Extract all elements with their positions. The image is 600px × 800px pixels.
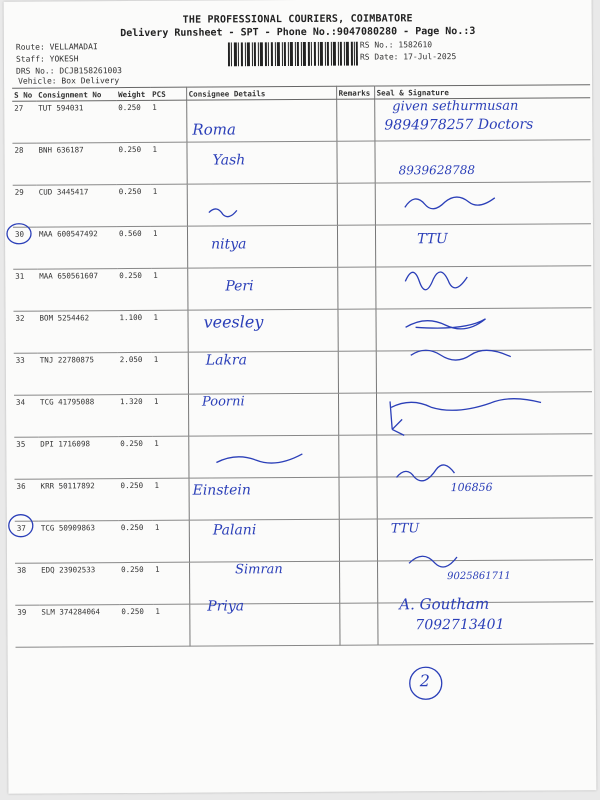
consignee-hw-38: Simran xyxy=(235,562,283,578)
table-row xyxy=(13,182,591,228)
table-row xyxy=(15,560,593,606)
sig-hw-37: TTU xyxy=(390,521,420,537)
cell-remarks xyxy=(336,141,374,183)
cell-weight: 1.320 xyxy=(118,394,152,436)
cell-remarks xyxy=(337,309,375,351)
col-sno: S No xyxy=(12,88,36,101)
cell-sno: 39 xyxy=(15,605,39,647)
cell-weight: 0.250 xyxy=(116,100,150,142)
table-row xyxy=(15,476,593,522)
route-label: Route: VELLAMADAI xyxy=(15,42,98,52)
consignee-hw-37: Palani xyxy=(212,522,257,539)
cell-weight: 2.050 xyxy=(118,352,152,394)
col-signature: Seal & Signature xyxy=(374,85,590,99)
cell-pcs: 1 xyxy=(152,352,188,394)
runsheet-page xyxy=(4,0,597,794)
cell-signature xyxy=(375,266,591,309)
cell-remarks xyxy=(338,435,376,477)
sig-hw-39: A. Goutham xyxy=(399,594,490,614)
cell-weight: 0.250 xyxy=(116,142,150,184)
cell-pcs: 1 xyxy=(151,268,187,310)
table-row xyxy=(15,518,593,564)
cell-pcs: 1 xyxy=(151,184,187,226)
table-row xyxy=(13,308,591,354)
col-weight: Weight xyxy=(116,87,150,100)
sig2-hw-28: 8939628788 xyxy=(398,162,476,178)
cell-remarks xyxy=(337,225,375,267)
consignee-hw-31: Peri xyxy=(225,278,254,295)
table-row xyxy=(14,434,592,480)
sig-hw-27: given sethurmusan xyxy=(392,98,519,115)
table-row xyxy=(12,140,590,186)
cell-consignment-no: TUT 594031 xyxy=(36,101,116,143)
cell-sno: 37 xyxy=(15,521,39,563)
rs-number: RS No.: 1582610 xyxy=(359,40,433,50)
cell-sno: 28 xyxy=(12,143,36,185)
cell-pcs: 1 xyxy=(153,562,189,604)
cell-consignee xyxy=(189,519,339,562)
consignee-hw-28: Yash xyxy=(212,152,246,169)
cell-sno: 36 xyxy=(15,479,39,521)
cell-pcs: 1 xyxy=(151,310,187,352)
cell-consignment-no: SLM 374284064 xyxy=(39,605,119,647)
col-pcs: PCS xyxy=(150,87,186,100)
cell-weight: 0.250 xyxy=(117,268,151,310)
consignee-hw-39: Priya xyxy=(207,598,245,615)
cell-pcs: 1 xyxy=(150,142,186,184)
cell-sno: 30 xyxy=(13,227,37,269)
cell-signature xyxy=(376,392,592,435)
cell-signature xyxy=(376,350,592,393)
cell-sno: 27 xyxy=(12,101,36,143)
consignee-hw-30: nitya xyxy=(211,236,247,253)
sig2-hw-39: 7092713401 xyxy=(415,616,505,634)
cell-signature xyxy=(375,308,591,351)
staff-label: Staff: YOKESH xyxy=(15,54,79,64)
table-row xyxy=(13,266,591,312)
cell-remarks xyxy=(337,267,375,309)
cell-pcs: 1 xyxy=(151,226,187,268)
cell-remarks xyxy=(339,519,377,561)
cell-sno: 29 xyxy=(13,185,37,227)
consignee-hw-33: Lakra xyxy=(205,352,248,369)
cell-consignment-no: CUD 3445417 xyxy=(37,185,117,227)
cell-sno: 33 xyxy=(14,353,38,395)
cell-consignment-no: TCG 41795088 xyxy=(38,395,118,437)
cell-consignee xyxy=(188,435,338,478)
table-row xyxy=(15,602,593,648)
col-remarks: Remarks xyxy=(336,86,374,99)
cell-signature xyxy=(376,434,592,477)
consignee-hw-34: Poorni xyxy=(201,394,245,410)
cell-sno: 38 xyxy=(15,563,39,605)
sig2-hw-38: 9025861711 xyxy=(447,570,511,583)
cell-remarks xyxy=(338,477,376,519)
cell-sno: 31 xyxy=(13,269,37,311)
cell-consignment-no: MAA 650561607 xyxy=(37,269,117,311)
cell-consignee xyxy=(187,267,337,310)
cell-pcs: 1 xyxy=(153,520,189,562)
barcode xyxy=(228,42,358,67)
delivery-table xyxy=(12,84,593,648)
sig-hw-30: TTU xyxy=(416,231,448,248)
table-row xyxy=(14,350,592,396)
rs-date: RS Date: 17-Jul-2025 xyxy=(359,52,457,62)
cell-weight: 0.250 xyxy=(119,604,153,646)
cell-consignment-no: DPI 1716098 xyxy=(38,437,118,479)
cell-pcs: 1 xyxy=(153,604,189,646)
cell-sno: 35 xyxy=(14,437,38,479)
company-title: THE PROFESSIONAL COURIERS, COIMBATORE xyxy=(182,13,413,26)
cell-remarks xyxy=(338,393,376,435)
cell-remarks xyxy=(339,561,377,603)
cell-consignee xyxy=(187,183,337,226)
cell-consignment-no: BOM 5254462 xyxy=(37,311,117,353)
consignee-hw-36: Einstein xyxy=(192,482,251,499)
cell-weight: 0.250 xyxy=(119,562,153,604)
cell-sno: 34 xyxy=(14,395,38,437)
cell-pcs: 1 xyxy=(153,478,189,520)
cell-pcs: 1 xyxy=(150,100,186,142)
col-consignment: Consignment No xyxy=(36,88,116,101)
cell-consignee xyxy=(186,141,336,184)
cell-weight: 0.250 xyxy=(117,184,151,226)
consignee-hw-27: Roma xyxy=(192,120,236,139)
cell-sno: 32 xyxy=(13,311,37,353)
table-row xyxy=(13,224,591,270)
cell-signature xyxy=(375,182,591,225)
cell-consignment-no: EDQ 23902533 xyxy=(39,563,119,605)
runsheet-subtitle: Delivery Runsheet - SPT - Phone No.:9047080280 - Page No.:3 xyxy=(120,25,476,40)
cell-weight: 0.250 xyxy=(119,478,153,520)
col-consignee: Consignee Details xyxy=(186,86,336,100)
cell-remarks xyxy=(338,351,376,393)
cell-consignment-no: TCG 50909863 xyxy=(39,521,119,563)
cell-weight: 0.560 xyxy=(117,226,151,268)
vehicle-label: Vehicle: Box Delivery xyxy=(18,76,120,86)
cell-signature xyxy=(375,224,591,267)
table-row xyxy=(14,392,592,438)
cell-pcs: 1 xyxy=(152,436,188,478)
sig2-hw-36: 106856 xyxy=(450,480,493,495)
cell-remarks xyxy=(337,183,375,225)
cell-remarks xyxy=(336,99,374,141)
cell-remarks xyxy=(339,603,377,645)
page-mark: 2 xyxy=(419,671,430,691)
cell-weight: 0.250 xyxy=(119,520,153,562)
cell-consignee xyxy=(187,225,337,268)
cell-weight: 1.100 xyxy=(117,310,151,352)
cell-consignment-no: MAA 600547492 xyxy=(37,227,117,269)
sig2-hw-27: 9894978257 Doctors xyxy=(384,116,534,134)
drs-label: DRS No.: DCJB158261003 xyxy=(15,66,123,76)
cell-consignment-no: KRR 50117892 xyxy=(39,479,119,521)
cell-consignment-no: BNH 636187 xyxy=(36,143,116,185)
consignee-hw-32: veesley xyxy=(203,312,264,332)
cell-pcs: 1 xyxy=(152,394,188,436)
cell-weight: 0.250 xyxy=(118,436,152,478)
cell-consignment-no: TNJ 22780875 xyxy=(38,353,118,395)
